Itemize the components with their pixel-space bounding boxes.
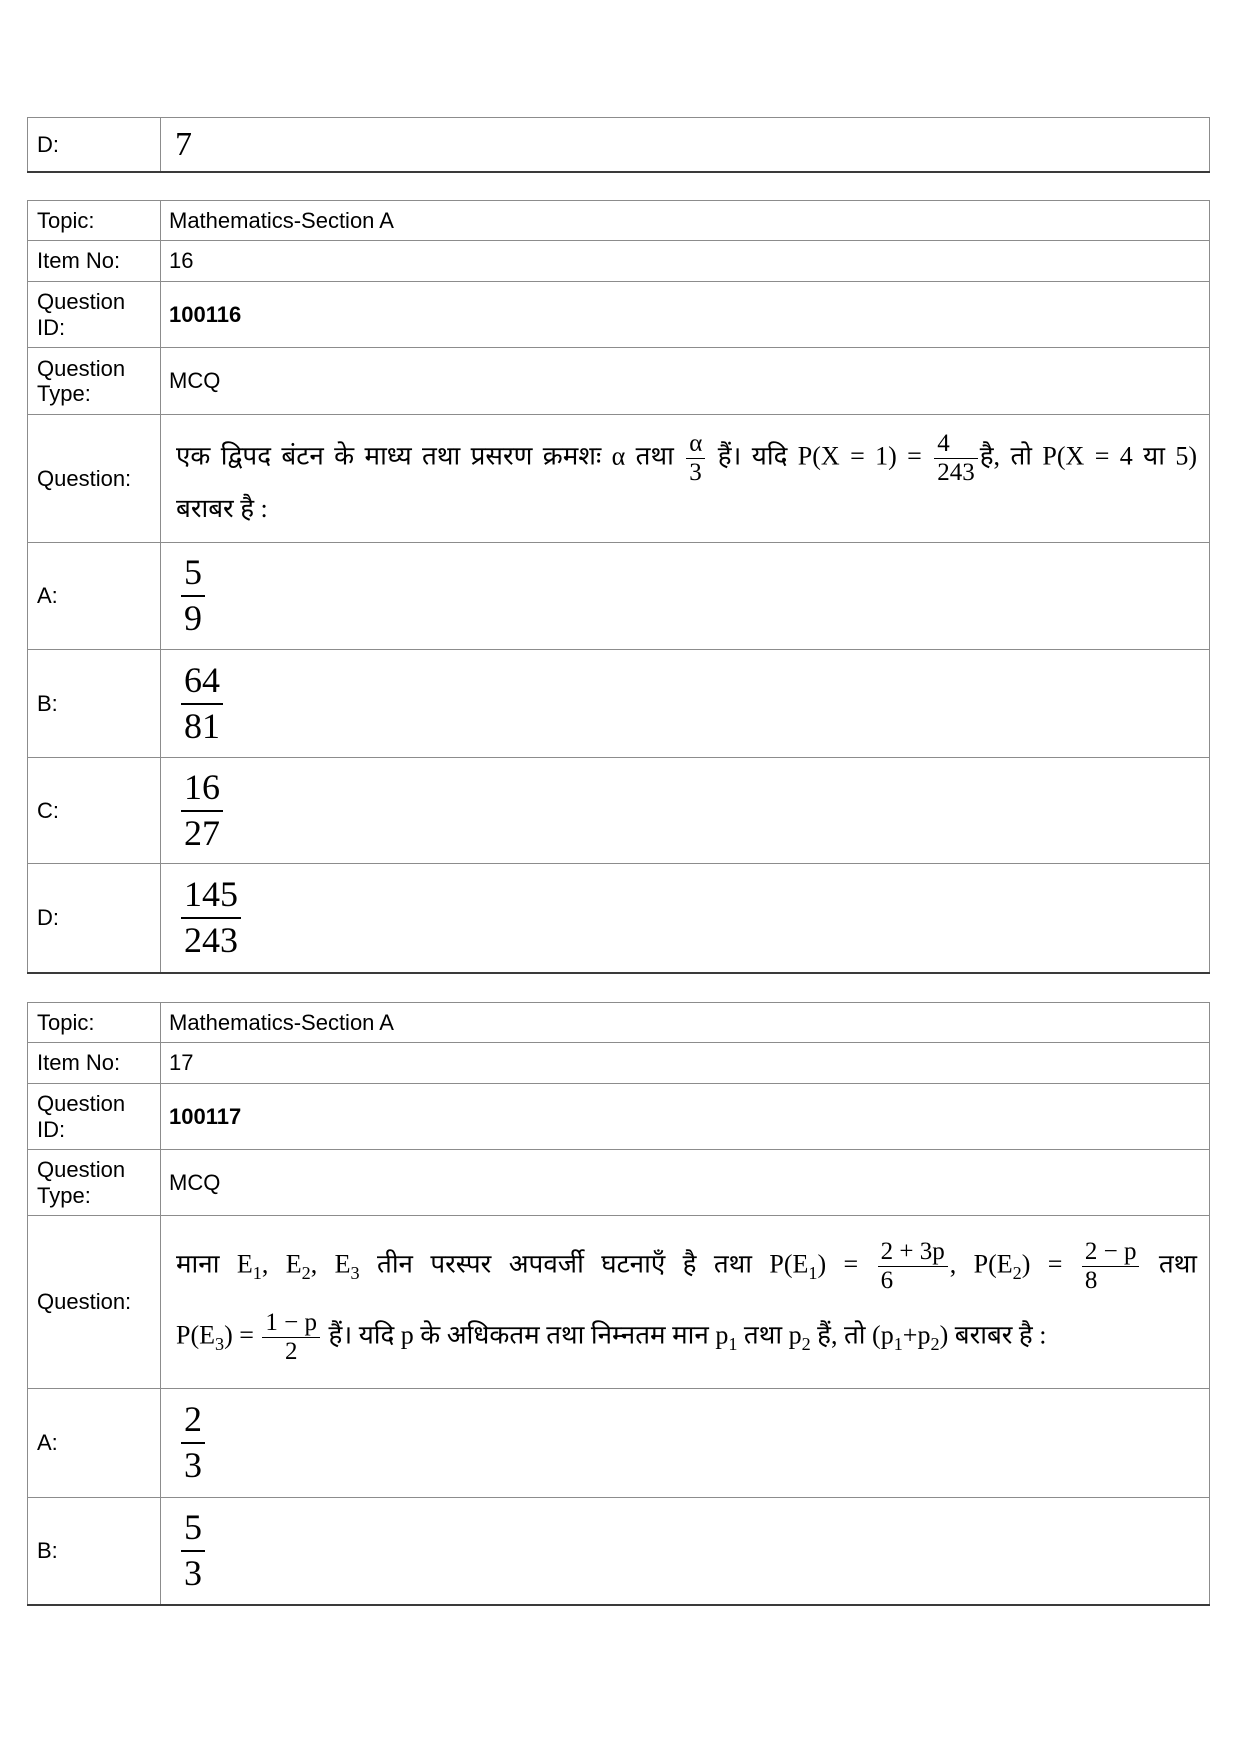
item-no-label: Item No: — [28, 1043, 161, 1084]
subscript: 2 — [930, 1334, 940, 1355]
option-value — [161, 543, 1210, 650]
question-text — [161, 415, 1210, 543]
math-expression: P(X = 1) = — [797, 441, 922, 471]
subscript: 1 — [808, 1262, 818, 1283]
previous-item-table — [27, 117, 1210, 173]
question-segment: तथा — [743, 1320, 783, 1350]
question-type-row — [28, 1150, 1210, 1216]
fraction-denominator: 243 — [934, 458, 978, 486]
subscript: 1 — [252, 1262, 262, 1283]
option-row-d — [28, 864, 1210, 973]
fraction-denominator: 243 — [181, 917, 241, 960]
subscript: 2 — [301, 1262, 311, 1283]
question-id-value: 100116 — [161, 282, 1210, 348]
question-segment: तथा — [1158, 1249, 1198, 1279]
fraction-numerator: 2 − p — [1084, 1237, 1137, 1265]
question-id-row — [28, 1084, 1210, 1150]
option-row-a — [28, 543, 1210, 650]
option-value — [161, 1498, 1210, 1605]
question-id-label: Question ID: — [28, 282, 161, 348]
subscript: 1 — [893, 1334, 903, 1355]
topic-row — [28, 1003, 1210, 1043]
option-label: A: — [28, 543, 161, 650]
math-symbol: , E — [310, 1249, 351, 1279]
fraction-denominator: 2 — [262, 1337, 320, 1365]
fraction-denominator: 3 — [686, 458, 705, 486]
question-segment: तथा — [635, 441, 674, 471]
question-row — [28, 415, 1210, 543]
math-expression: , P(E — [949, 1249, 1013, 1279]
math-expression: ) = — [224, 1320, 254, 1350]
question-segment: माना — [176, 1249, 220, 1279]
question-table-item-17 — [27, 1002, 1210, 1606]
option-fraction — [181, 766, 223, 853]
subscript: 3 — [350, 1262, 360, 1283]
question-line-1 — [176, 1239, 1197, 1295]
fraction-numerator: 4 — [937, 429, 950, 457]
question-type-row — [28, 348, 1210, 415]
subscript: 3 — [215, 1334, 225, 1355]
question-segment: यदि — [751, 441, 788, 471]
math-symbol: E — [236, 1249, 253, 1279]
fraction-denominator: 6 — [878, 1266, 948, 1294]
option-row-d — [28, 118, 1210, 172]
option-value — [161, 758, 1210, 864]
math-symbol: p — [715, 1320, 729, 1350]
topic-label: Topic: — [28, 201, 161, 241]
question-segment: एक द्विपद बंटन के माध्य तथा प्रसरण क्रमशः — [176, 441, 602, 471]
question-type-value: MCQ — [161, 348, 1210, 415]
topic-value: Mathematics-Section A — [161, 201, 1210, 241]
math-expression: P(X = 4 या 5) — [1042, 441, 1197, 471]
option-fraction — [181, 554, 205, 638]
question-segment: हैं। यदि p के अधिकतम तथा निम्नतम मान — [328, 1320, 709, 1350]
math-symbol: , E — [261, 1249, 302, 1279]
option-value — [161, 1389, 1210, 1498]
option-value — [161, 864, 1210, 973]
fraction-numerator: 2 — [184, 1399, 202, 1440]
question-row — [28, 1216, 1210, 1389]
fraction-numerator: 1 − p — [265, 1309, 318, 1336]
fraction-denominator: 3 — [181, 1550, 205, 1593]
fraction-denominator: 3 — [181, 1442, 205, 1485]
option-label: D: — [28, 864, 161, 973]
question-segment: तीन परस्पर अपवर्जी घटनाएँ है तथा — [377, 1249, 752, 1279]
math-expression: P(E — [769, 1249, 809, 1279]
topic-value: Mathematics-Section A — [161, 1003, 1210, 1043]
math-expression: ) = — [1021, 1249, 1063, 1279]
fraction-numerator: α — [689, 429, 703, 457]
fraction-denominator: 9 — [181, 595, 205, 638]
question-line-2 — [176, 492, 1197, 526]
option-row-b — [28, 1498, 1210, 1605]
question-type-label: Question Type: — [28, 348, 161, 415]
item-no-value: 17 — [161, 1043, 1210, 1084]
fraction-denominator: 27 — [181, 810, 223, 853]
math-expression: +p — [902, 1320, 931, 1350]
question-type-value: MCQ — [161, 1150, 1210, 1216]
subscript: 1 — [728, 1334, 738, 1355]
fraction-numerator: 5 — [184, 1506, 202, 1547]
option-label: A: — [28, 1389, 161, 1498]
subscript: 2 — [801, 1334, 811, 1355]
option-fraction — [181, 1506, 205, 1593]
subscript: 2 — [1012, 1262, 1022, 1283]
option-fraction — [181, 873, 241, 960]
fraction-denominator: 81 — [181, 703, 223, 746]
option-label: B: — [28, 650, 161, 758]
inline-fraction — [1082, 1239, 1140, 1295]
question-segment: हैं। — [717, 441, 742, 471]
fraction-numerator: 145 — [184, 873, 238, 914]
option-label: C: — [28, 758, 161, 864]
item-no-label: Item No: — [28, 241, 161, 282]
question-label: Question: — [28, 1216, 161, 1389]
math-symbol: p — [788, 1320, 802, 1350]
question-segment: बराबर है : — [954, 1320, 1047, 1350]
inline-fraction — [878, 1239, 948, 1295]
fraction-numerator: 5 — [184, 552, 202, 593]
option-fraction — [181, 1401, 205, 1485]
question-segment: हैं, तो (p — [817, 1320, 894, 1350]
question-text — [161, 1216, 1210, 1389]
inline-fraction — [686, 431, 705, 487]
math-expression: ) = — [817, 1249, 859, 1279]
alpha-symbol: α — [611, 441, 626, 471]
item-no-row — [28, 1043, 1210, 1084]
question-id-label: Question ID: — [28, 1084, 161, 1150]
fraction-numerator: 64 — [184, 659, 220, 700]
question-line-2 — [176, 1310, 1197, 1366]
item-no-value: 16 — [161, 241, 1210, 282]
math-expression: ) — [939, 1320, 949, 1350]
question-segment: है, तो — [979, 441, 1033, 471]
option-label: D: — [28, 118, 161, 172]
question-table-item-16 — [27, 200, 1210, 974]
option-value — [161, 650, 1210, 758]
inline-fraction — [262, 1310, 320, 1366]
topic-row — [28, 201, 1210, 241]
inline-fraction — [934, 431, 978, 487]
fraction-numerator: 16 — [184, 766, 220, 807]
option-row-c — [28, 758, 1210, 864]
topic-label: Topic: — [28, 1003, 161, 1043]
math-expression: P(E — [176, 1320, 215, 1350]
question-label: Question: — [28, 415, 161, 543]
question-segment: बराबर है : — [176, 494, 268, 524]
option-fraction — [181, 659, 223, 746]
fraction-numerator: 2 + 3p — [880, 1237, 945, 1265]
option-row-b — [28, 650, 1210, 758]
option-row-a — [28, 1389, 1210, 1498]
option-label: B: — [28, 1498, 161, 1605]
fraction-denominator: 8 — [1082, 1266, 1140, 1294]
item-no-row — [28, 241, 1210, 282]
option-value: 7 — [161, 118, 1210, 172]
question-id-row — [28, 282, 1210, 348]
question-type-label: Question Type: — [28, 1150, 161, 1216]
question-id-value: 100117 — [161, 1084, 1210, 1150]
question-line-1 — [176, 431, 1197, 487]
